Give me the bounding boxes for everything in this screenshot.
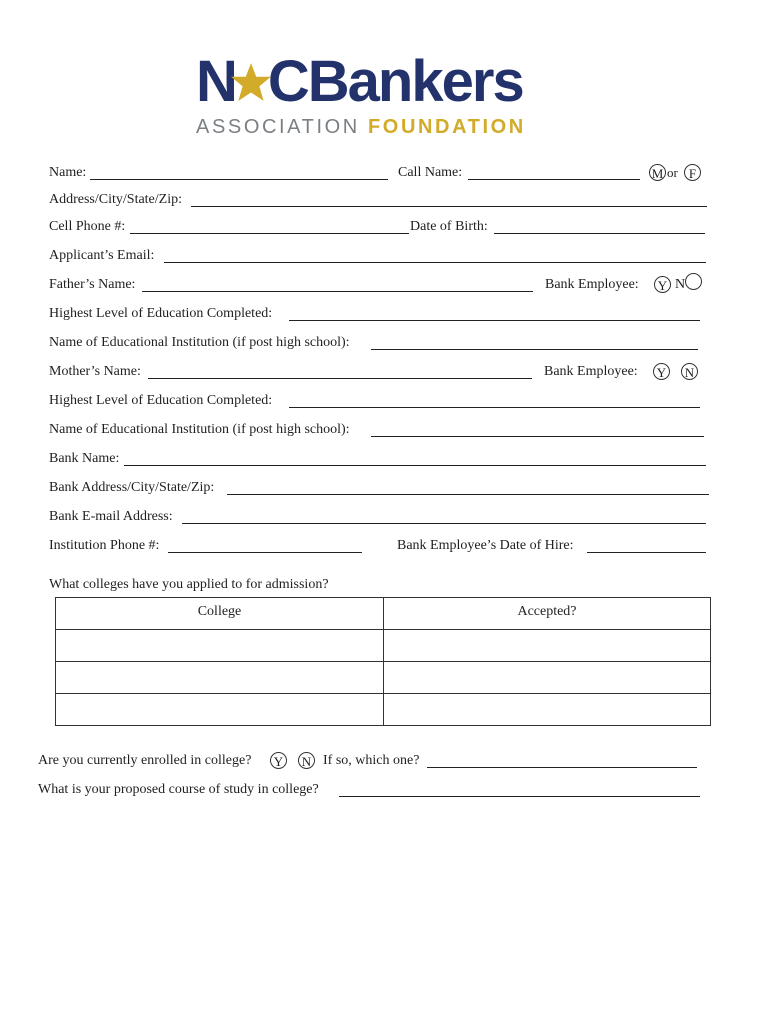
phone-dob-row <box>0 217 770 237</box>
enrolled-question: Are you currently enrolled in college? <box>38 753 252 768</box>
college-cell[interactable] <box>56 630 384 662</box>
accepted-cell[interactable] <box>384 662 711 694</box>
which-college-label: If so, which one? <box>323 753 420 768</box>
colleges-table <box>55 597 711 726</box>
address-label: Address/City/State/Zip: <box>49 192 182 207</box>
father-bank-employee-no[interactable] <box>685 273 702 290</box>
bank-name-row <box>0 449 770 469</box>
colleges-question: What colleges have you applied to for admission? <box>49 577 329 592</box>
gender-or-label: or <box>667 165 678 180</box>
accepted-column-header: Accepted? <box>384 598 711 630</box>
name-row <box>0 163 770 183</box>
which-college-field[interactable] <box>427 753 697 768</box>
father-institution-field[interactable] <box>371 335 698 350</box>
father-row <box>0 275 770 295</box>
email-label: Applicant’s Email: <box>49 248 155 263</box>
cell-phone-field[interactable] <box>130 219 409 234</box>
college-cell[interactable] <box>56 662 384 694</box>
logo-bankers-text: Bankers <box>307 49 523 114</box>
mother-row <box>0 362 770 382</box>
call-name-field[interactable] <box>468 165 640 180</box>
father-name-field[interactable] <box>142 277 533 292</box>
course-question: What is your proposed course of study in college? <box>38 782 319 797</box>
accepted-cell[interactable] <box>384 694 711 726</box>
star-icon <box>230 61 272 103</box>
nc-bankers-logo: N C Bankers ASSOCIATION FOUNDATION <box>196 49 526 138</box>
enrolled-row <box>0 751 770 771</box>
dob-field[interactable] <box>494 219 705 234</box>
enrolled-yes-option[interactable]: Y <box>270 752 287 769</box>
mother-bank-employee-no[interactable]: N <box>681 363 698 380</box>
dob-label: Date of Birth: <box>410 219 488 234</box>
bank-name-field[interactable] <box>124 451 706 466</box>
gender-f-option[interactable]: F <box>684 164 701 181</box>
bank-address-field[interactable] <box>227 480 709 495</box>
mother-education-label: Highest Level of Education Completed: <box>49 393 273 408</box>
mother-education-row <box>0 391 770 411</box>
table-header-row <box>56 598 711 630</box>
mother-institution-label: Name of Educational Institution (if post high school): <box>49 422 350 437</box>
bank-email-row <box>0 507 770 527</box>
address-row <box>0 190 770 210</box>
hire-date-field[interactable] <box>587 538 706 553</box>
bank-email-field[interactable] <box>182 509 706 524</box>
logo-association: ASSOCIATION <box>196 116 360 138</box>
father-name-label: Father’s Name: <box>49 277 136 292</box>
college-cell[interactable] <box>56 694 384 726</box>
mother-education-field[interactable] <box>289 393 700 408</box>
father-bank-employee-label: Bank Employee: <box>545 277 639 292</box>
colleges-question-row <box>0 575 770 595</box>
name-label: Name: <box>49 165 87 180</box>
father-institution-label: Name of Educational Institution (if post high school): <box>49 335 350 350</box>
gender-m-option[interactable]: M <box>649 164 666 181</box>
logo-subtitle <box>196 116 526 139</box>
logo-foundation: FOUNDATION <box>367 116 526 138</box>
father-education-row <box>0 304 770 324</box>
mother-institution-row <box>0 420 770 440</box>
table-row <box>56 662 711 694</box>
table-row <box>56 694 711 726</box>
hire-date-label: Bank Employee’s Date of Hire: <box>397 538 574 553</box>
enrolled-no-option[interactable]: N <box>298 752 315 769</box>
cell-phone-label: Cell Phone #: <box>49 219 126 234</box>
address-field[interactable] <box>191 192 707 207</box>
mother-name-field[interactable] <box>148 364 532 379</box>
name-field[interactable] <box>90 165 388 180</box>
college-column-header: College <box>56 598 384 630</box>
mother-institution-field[interactable] <box>371 422 704 437</box>
bank-address-label: Bank Address/City/State/Zip: <box>49 480 215 495</box>
institution-phone-field[interactable] <box>168 538 362 553</box>
father-education-label: Highest Level of Education Completed: <box>49 306 273 321</box>
logo-nc-text: N <box>196 49 236 114</box>
institution-phone-label: Institution Phone #: <box>49 538 160 553</box>
institution-phone-row <box>0 536 770 556</box>
mother-bank-employee-yes[interactable]: Y <box>653 363 670 380</box>
father-institution-row <box>0 333 770 353</box>
bank-email-label: Bank E-mail Address: <box>49 509 173 524</box>
table-row <box>56 630 711 662</box>
father-bank-employee-no-label: N <box>675 277 686 292</box>
mother-bank-employee-label: Bank Employee: <box>544 364 638 379</box>
mother-name-label: Mother’s Name: <box>49 364 141 379</box>
bank-address-row <box>0 478 770 498</box>
bank-name-label: Bank Name: <box>49 451 120 466</box>
accepted-cell[interactable] <box>384 630 711 662</box>
father-education-field[interactable] <box>289 306 700 321</box>
email-field[interactable] <box>164 248 706 263</box>
course-field[interactable] <box>339 782 700 797</box>
course-row <box>0 780 770 800</box>
father-bank-employee-yes[interactable]: Y <box>654 276 671 293</box>
call-name-label: Call Name: <box>398 165 463 180</box>
email-row <box>0 246 770 266</box>
